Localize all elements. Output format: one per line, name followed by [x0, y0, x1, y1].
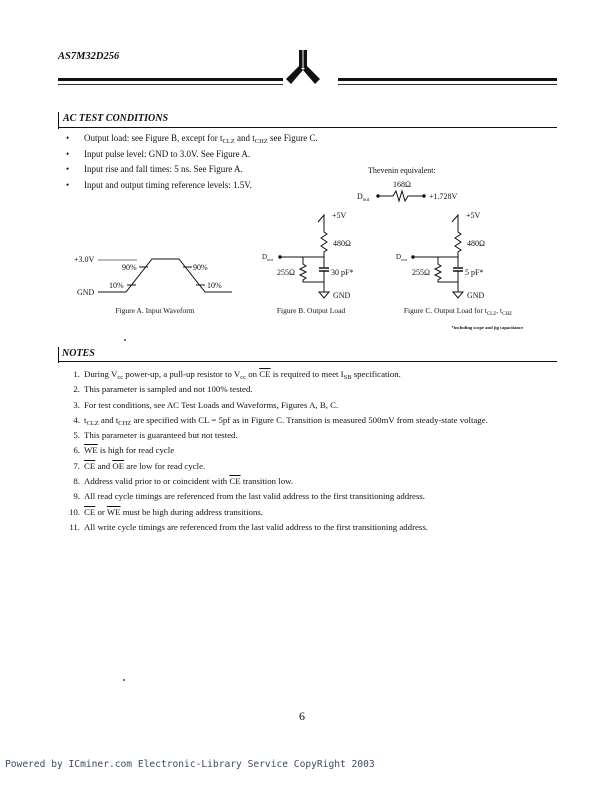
- text-segment: For test conditions, see AC Test Loads and Waveforms, Figures A, B, C.: [84, 399, 339, 410]
- capacitance-footnote: *including scope and jig capacitance: [451, 325, 523, 330]
- text-segment: on: [246, 369, 260, 379]
- text-segment: This parameter is guaranteed but not tested.: [84, 430, 238, 441]
- fig-a-90-left: 90%: [122, 263, 137, 272]
- overbar-signal: $\overline{WE}$: [84, 445, 98, 456]
- bullet-icon: •: [66, 133, 70, 143]
- fig-b-vcc: +5V: [332, 211, 347, 220]
- note-item: [58, 507, 488, 522]
- text-segment: and t: [98, 414, 119, 425]
- text-segment: During V: [84, 369, 118, 379]
- fig-a-vhigh: +3.0V: [74, 255, 95, 264]
- text-segment: is required to meet I: [270, 369, 344, 379]
- note-item: [58, 445, 488, 460]
- note-item: [58, 415, 488, 430]
- overbar-signal: $\overline{OE}$: [112, 460, 125, 471]
- text-segment: All write cycle timings are referenced from the last valid address to the first transitioning address.: [84, 521, 428, 532]
- subscript: CLZ: [222, 138, 235, 145]
- overbar-signal: $\overline{CE}$: [84, 506, 96, 517]
- note-text: [84, 522, 428, 537]
- fig-c-r-load: 255Ω: [412, 268, 430, 277]
- note-item: [58, 522, 488, 537]
- note-text: [84, 384, 253, 399]
- fig-c-dout: $D_{out}$: [396, 253, 407, 262]
- note-text: [84, 400, 338, 415]
- note-number: 3.: [73, 399, 80, 410]
- subscript: CHZ: [118, 419, 132, 427]
- section-title-ac-test: AC TEST CONDITIONS: [63, 113, 169, 124]
- note-item: [58, 369, 488, 384]
- subscript: CHZ: [254, 138, 268, 145]
- footer-credit: Powered by ICminer.com Electronic-Library Service CopyRight 2003: [5, 759, 375, 770]
- bullet-icon: •: [66, 148, 70, 159]
- text-segment: are low for read cycle.: [124, 460, 206, 471]
- overbar-signal: $\overline{CE}$: [84, 460, 96, 471]
- fig-b-r-load: 255Ω: [277, 268, 295, 277]
- note-number: 9.: [73, 491, 80, 502]
- fig-c-r-pullup: 480Ω: [467, 239, 485, 248]
- text-segment: All read cycle timings are referenced from the last valid address to the first transitioning address.: [84, 491, 426, 502]
- bullet-icon: •: [66, 180, 70, 191]
- fig-c-vcc: +5V: [466, 211, 481, 220]
- note-number: 11.: [69, 521, 80, 532]
- section-rule: [58, 361, 557, 362]
- note-number: 6.: [73, 445, 80, 456]
- note-text: [84, 445, 174, 460]
- note-text: [84, 461, 205, 476]
- fig-b-gnd: GND: [333, 291, 351, 300]
- fig-a-10-left: 10%: [109, 281, 124, 290]
- thevenin-voltage: +1.728V: [429, 192, 458, 201]
- text-segment: This parameter is sampled and not 100% tested.: [84, 384, 253, 395]
- stray-mark: [123, 679, 125, 681]
- note-text: [84, 507, 263, 522]
- fig-c-gnd: GND: [467, 291, 485, 300]
- subscript: cc: [240, 374, 247, 381]
- thevenin-resistor: 168Ω: [393, 180, 411, 189]
- fig-b-cap: 30 pF*: [331, 268, 354, 277]
- fig-c-caption: Figure C. Output Load for $t_{CLZ}$, $t_{CHZ}$: [403, 306, 513, 317]
- text-segment: t: [84, 414, 87, 425]
- note-item: [58, 384, 488, 399]
- bullet-icon: •: [66, 164, 70, 175]
- text-segment: and: [95, 460, 113, 471]
- overbar-signal: $\overline{CE}$: [259, 369, 271, 379]
- overbar-signal: $\overline{WE}$: [106, 506, 121, 517]
- section-title-notes: NOTES: [62, 348, 95, 359]
- output-load-circuit-c: [412, 215, 463, 298]
- text-segment: power-up, a pull-up resistor to V: [123, 369, 241, 379]
- fig-c-cap: 5 pF*: [465, 268, 484, 277]
- note-item: [58, 476, 488, 491]
- note-number: 5.: [73, 430, 80, 441]
- text-segment: or: [95, 506, 107, 517]
- note-text: [84, 491, 425, 506]
- note-number: 10.: [69, 506, 80, 517]
- overbar-signal: $\overline{CE}$: [229, 476, 241, 487]
- subscript: cc: [117, 374, 124, 381]
- thevenin-dout: $D_{out}$: [357, 192, 370, 203]
- text-segment: Input pulse level: GND to 3.0V. See Figure A.: [84, 148, 251, 159]
- text-segment: Input rise and fall times: 5 ns. See Figure A.: [84, 164, 243, 175]
- part-number: AS7M32D256: [58, 51, 120, 62]
- note-text: [84, 369, 401, 384]
- text-segment: and t: [234, 133, 255, 143]
- subscript: SB: [343, 374, 352, 381]
- fig-a-caption: Figure A. Input Waveform: [115, 306, 195, 315]
- note-number: 4.: [73, 414, 80, 425]
- subscript: CLZ: [86, 419, 99, 427]
- thevenin-resistor-symbol: [377, 191, 425, 201]
- text-segment: are specified with CL = 5pf as in Figure C. Transition is measured 500mV from steady-state voltage.: [131, 414, 488, 425]
- text-segment: Address valid prior to or coincident with: [84, 476, 230, 487]
- note-text: [84, 430, 238, 445]
- fig-a-10-right: 10%: [207, 281, 222, 290]
- text-segment: must be high during address transitions.: [120, 506, 263, 517]
- stray-mark: [124, 339, 126, 341]
- fig-b-r-pullup: 480Ω: [333, 239, 351, 248]
- text-segment: is high for read cycle: [97, 445, 175, 456]
- notes-list: [58, 369, 488, 537]
- page-number: 6: [299, 709, 305, 723]
- text-segment: see Figure C.: [267, 133, 318, 143]
- output-load-circuit-b: [279, 215, 329, 298]
- note-text: [84, 476, 293, 491]
- note-item: [58, 491, 488, 506]
- note-number: 7.: [73, 460, 80, 471]
- text-segment: transition low.: [240, 476, 294, 487]
- note-item: [58, 430, 488, 445]
- fig-b-caption: Figure B. Output Load: [276, 306, 346, 315]
- note-text: [84, 415, 488, 430]
- text-segment: specification.: [351, 369, 401, 379]
- note-number: 2.: [73, 384, 80, 395]
- fig-a-gnd: GND: [77, 288, 95, 297]
- text-segment: Output load: see Figure B, except for t: [84, 133, 223, 143]
- text-segment: Input and output timing reference levels: 1.5V.: [84, 180, 252, 191]
- note-number: 8.: [73, 476, 80, 487]
- thevenin-title: Thevenin equivalent:: [368, 166, 436, 175]
- fig-b-dout: $D_{out}$: [262, 253, 273, 262]
- note-item: [58, 400, 488, 415]
- note-number: 1.: [73, 369, 80, 379]
- fig-a-90-right: 90%: [193, 263, 208, 272]
- note-item: [58, 461, 488, 476]
